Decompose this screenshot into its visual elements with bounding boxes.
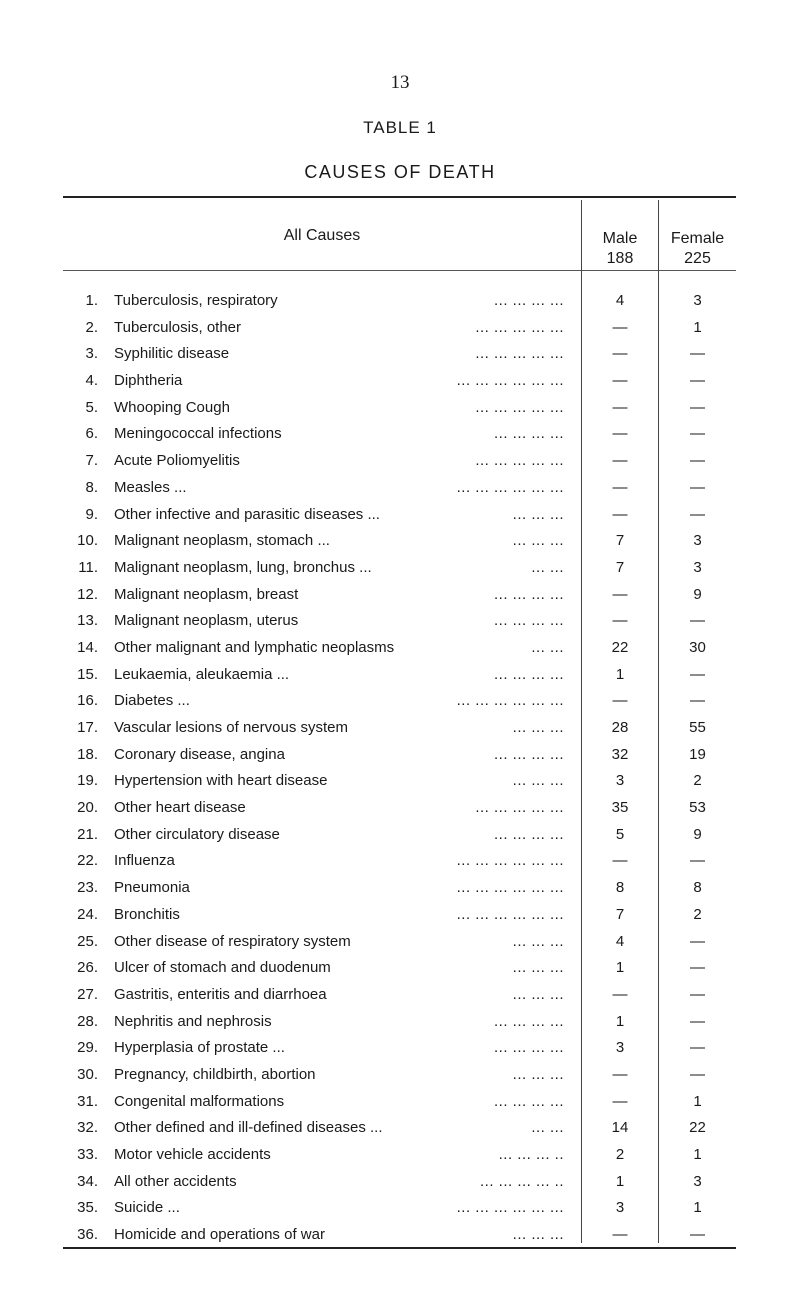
dot-leaders: ... ... (531, 638, 564, 656)
male-count: — (612, 612, 628, 630)
female-count: 2 (693, 772, 702, 790)
row-number: 4. (85, 372, 98, 390)
male-count: — (612, 985, 628, 1003)
cause-label: Nephritis and nephrosis (114, 1012, 272, 1030)
table-row (0, 555, 800, 582)
row-number: 11. (78, 558, 98, 576)
row-number: 12. (77, 585, 98, 603)
table-row (0, 1222, 800, 1249)
row-number: 31. (77, 1092, 98, 1110)
row-number: 5. (85, 398, 98, 416)
table-row (0, 635, 800, 662)
cause-label: Acute Poliomyelitis (114, 452, 240, 470)
dot-leaders: ... ... ... ... ... ... (456, 1199, 564, 1217)
dot-leaders: ... ... ... (512, 719, 564, 736)
row-number: 14. (77, 638, 98, 656)
table-row (0, 982, 800, 1009)
cause-label: Tuberculosis, respiratory (114, 292, 278, 309)
header-female-total: 225 (684, 250, 711, 267)
cause-label: Coronary disease, angina (114, 745, 285, 763)
dot-leaders: ... ... ... ... (493, 825, 564, 843)
male-count: 14 (611, 1119, 629, 1137)
male-count: 35 (611, 799, 629, 817)
dot-leaders: ... ... ... (512, 932, 564, 950)
female-count: — (690, 1226, 705, 1244)
dot-leaders: ... ... ... ... ... (475, 318, 564, 336)
table-row (0, 902, 800, 929)
header-female-label: Female (670, 230, 725, 247)
header-male (582, 229, 658, 269)
table-row (0, 1062, 800, 1089)
row-number: 8. (85, 478, 98, 496)
dot-leaders: ... ... ... (512, 1065, 564, 1083)
female-count: 53 (689, 799, 706, 817)
top-rule (63, 196, 736, 198)
dot-leaders: ... ... ... ... ... ... (456, 879, 564, 897)
row-number: 18. (77, 745, 98, 763)
dot-leaders: ... ... ... ... (493, 1039, 564, 1057)
female-count: — (690, 932, 705, 950)
female-count: 9 (693, 825, 702, 843)
table-row (0, 929, 800, 956)
male-count: 3 (615, 772, 625, 790)
dot-leaders: ... ... ... ... .. (479, 1172, 564, 1190)
row-number: 2. (85, 318, 98, 336)
row-number: 26. (77, 959, 98, 977)
table-row (0, 822, 800, 849)
male-count: — (612, 1226, 628, 1244)
cause-label: Syphilitic disease (114, 345, 230, 363)
male-count: — (612, 318, 628, 336)
male-count: 3 (615, 1039, 625, 1057)
table-row (0, 662, 800, 689)
female-count: — (690, 345, 705, 363)
row-number: 16. (77, 692, 98, 710)
table-row (0, 368, 800, 395)
dot-leaders: ... ... ... ... (493, 1012, 564, 1030)
row-number: 20. (77, 799, 98, 817)
male-count: — (612, 452, 628, 470)
row-number: 3. (85, 345, 98, 363)
cause-label: Congenital malformations (114, 1092, 285, 1110)
cause-label: Pneumonia (114, 879, 190, 897)
dot-leaders: ... ... ... (512, 959, 564, 977)
female-count: 3 (693, 292, 702, 309)
female-count: 1 (693, 1146, 702, 1163)
dot-leaders: ... ... ... ... ... (475, 452, 564, 470)
cause-label: Hypertension with heart disease (114, 772, 328, 790)
cause-label: Diabetes ... (114, 692, 190, 710)
male-count: 4 (615, 932, 625, 950)
cause-label: Other infective and parasitic diseases ... (114, 505, 380, 523)
table-row (0, 795, 800, 822)
row-number: 23. (77, 879, 98, 897)
cause-label: Gastritis, enteritis and diarrhoea (114, 985, 327, 1003)
male-count: — (612, 585, 628, 603)
row-number: 34. (77, 1172, 98, 1190)
table-row (0, 715, 800, 742)
table-subtitle: CAUSES OF DEATH (304, 162, 496, 182)
female-count: 1 (693, 1092, 702, 1110)
female-count: — (690, 452, 705, 470)
female-count: 3 (693, 1172, 702, 1190)
dot-leaders: ... ... ... ... (493, 425, 564, 443)
male-count: 8 (615, 879, 625, 897)
female-count: — (690, 398, 705, 416)
table-row (0, 688, 800, 715)
female-count: — (690, 372, 705, 390)
cause-label: Meningococcal infections (114, 425, 282, 443)
male-count: 1 (615, 959, 625, 977)
cause-label: Malignant neoplasm, uterus (114, 612, 299, 630)
female-count: 30 (689, 638, 706, 656)
dot-leaders: ... ... ... ... ... (475, 799, 564, 817)
table-row (0, 875, 800, 902)
table-row (0, 288, 800, 315)
row-number: 30. (77, 1065, 98, 1083)
table-row (0, 421, 800, 448)
female-count: — (690, 692, 705, 710)
table-row (0, 341, 800, 368)
male-count: — (612, 692, 628, 710)
female-count: — (690, 1039, 705, 1057)
cause-label: Homicide and operations of war (114, 1226, 325, 1244)
table-title: TABLE 1 (363, 118, 437, 137)
female-count: — (690, 478, 705, 496)
table-row (0, 502, 800, 529)
cause-label: Malignant neoplasm, stomach ... (114, 532, 330, 550)
dot-leaders: ... ... ... ... ... ... (456, 478, 564, 496)
header-rule (63, 270, 736, 271)
male-count: 7 (615, 558, 625, 576)
female-count: 3 (693, 532, 702, 550)
male-count: — (612, 478, 628, 496)
male-count: 1 (615, 665, 625, 683)
row-number: 24. (77, 905, 98, 923)
male-count: — (612, 505, 628, 523)
male-count: 1 (615, 1172, 625, 1190)
row-number: 25. (77, 932, 98, 950)
dot-leaders: ... ... (531, 1119, 564, 1137)
row-number: 33. (77, 1146, 98, 1163)
dot-leaders: ... ... ... ... (493, 612, 564, 630)
cause-label: Influenza (114, 852, 175, 870)
cause-label: Other circulatory disease (114, 825, 280, 843)
cause-label: Other heart disease (114, 799, 246, 817)
cause-label: Malignant neoplasm, lung, bronchus ... (114, 558, 372, 576)
female-count: 55 (689, 719, 706, 736)
female-count: 22 (689, 1119, 706, 1137)
dot-leaders: ... ... ... (512, 772, 564, 790)
dot-leaders: ... ... ... ... ... ... (456, 852, 564, 870)
row-number: 19. (77, 772, 98, 790)
cause-label: Ulcer of stomach and duodenum (114, 959, 331, 977)
cause-label: Whooping Cough (114, 398, 230, 416)
dot-leaders: ... ... ... ... (493, 665, 564, 683)
header-female (659, 229, 736, 269)
table-row (0, 608, 800, 635)
row-number: 36. (77, 1226, 98, 1244)
table-row (0, 768, 800, 795)
table-row (0, 582, 800, 609)
cause-label: Hyperplasia of prostate ... (114, 1039, 285, 1057)
dot-leaders: ... ... ... ... (493, 745, 564, 763)
dot-leaders: ... ... ... ... (493, 1092, 564, 1110)
male-count: — (612, 1065, 628, 1083)
table-row (0, 528, 800, 555)
dot-leaders: ... ... ... (512, 1226, 564, 1244)
cause-label: Other defined and ill-defined diseases ... (114, 1119, 383, 1137)
male-count: 32 (611, 745, 629, 763)
row-number: 10. (77, 532, 98, 550)
row-number: 22. (77, 852, 98, 870)
male-count: — (612, 425, 628, 443)
dot-leaders: ... ... ... ... ... ... (456, 372, 564, 390)
row-number: 1. (85, 292, 98, 309)
cause-label: All other accidents (114, 1172, 237, 1190)
cause-label: Suicide ... (114, 1199, 180, 1217)
male-count: 1 (615, 1012, 625, 1030)
dot-leaders: ... ... ... ... (493, 292, 564, 309)
table-row (0, 315, 800, 342)
cause-label: Motor vehicle accidents (114, 1146, 271, 1163)
row-number: 15. (77, 665, 98, 683)
row-number: 21. (77, 825, 98, 843)
female-count: 3 (693, 558, 702, 576)
cause-label: Vascular lesions of nervous system (114, 719, 348, 736)
page-number: 13 (390, 72, 410, 93)
row-number: 29. (77, 1039, 98, 1057)
row-number: 6. (85, 425, 98, 443)
female-count: — (690, 1012, 705, 1030)
table-row (0, 1169, 800, 1196)
header-all-causes: All Causes (283, 227, 361, 244)
male-count: — (612, 398, 628, 416)
female-count: 1 (693, 1199, 702, 1217)
table-row (0, 955, 800, 982)
female-count: — (690, 985, 705, 1003)
female-count: 8 (693, 879, 702, 897)
female-count: 1 (693, 318, 702, 336)
male-count: 5 (615, 825, 625, 843)
header-male-total: 188 (606, 250, 634, 267)
dot-leaders: ... ... ... (512, 505, 564, 523)
dot-leaders: ... ... ... ... ... (475, 398, 564, 416)
female-count: — (690, 612, 705, 630)
female-count: — (690, 959, 705, 977)
row-number: 13. (77, 612, 98, 630)
female-count: — (690, 1065, 705, 1083)
female-count: — (690, 425, 705, 443)
cause-label: Other disease of respiratory system (114, 932, 351, 950)
table-row (0, 475, 800, 502)
table-row (0, 1089, 800, 1116)
male-count: 7 (615, 532, 625, 550)
male-count: — (612, 372, 628, 390)
female-count: — (690, 665, 705, 683)
male-count: — (612, 345, 628, 363)
female-count: — (690, 505, 705, 523)
female-count: 9 (693, 585, 702, 603)
table-row (0, 1142, 800, 1169)
male-count: 7 (615, 905, 625, 923)
row-number: 28. (77, 1012, 98, 1030)
female-count: — (690, 852, 705, 870)
male-count: 4 (615, 292, 625, 309)
table-row (0, 395, 800, 422)
dot-leaders: ... ... ... (512, 532, 564, 550)
dot-leaders: ... ... (531, 558, 564, 576)
dot-leaders: ... ... ... ... ... ... (456, 692, 564, 710)
table-row (0, 448, 800, 475)
male-count: 3 (615, 1199, 625, 1217)
row-number: 32. (77, 1119, 98, 1137)
male-count: — (612, 852, 628, 870)
cause-label: Measles ... (114, 478, 187, 496)
row-number: 27. (77, 985, 98, 1003)
cause-label: Other malignant and lymphatic neoplasms (114, 638, 395, 656)
cause-label: Bronchitis (114, 905, 180, 923)
cause-label: Malignant neoplasm, breast (114, 585, 299, 603)
dot-leaders: ... ... ... ... ... (475, 345, 564, 363)
male-count: 28 (611, 719, 629, 736)
female-count: 2 (693, 905, 702, 923)
row-number: 35. (77, 1199, 98, 1217)
cause-label: Pregnancy, childbirth, abortion (114, 1065, 316, 1083)
row-number: 17. (77, 719, 98, 736)
dot-leaders: ... ... ... ... ... ... (456, 905, 564, 923)
table-row (0, 1035, 800, 1062)
male-count: 22 (611, 638, 629, 656)
dot-leaders: ... ... ... ... (493, 585, 564, 603)
row-number: 9. (85, 505, 98, 523)
dot-leaders: ... ... ... .. (498, 1146, 564, 1163)
causes-table-body (0, 288, 800, 1249)
header-male-label: Male (602, 230, 638, 247)
table-row (0, 1115, 800, 1142)
table-row (0, 742, 800, 769)
cause-label: Diphtheria (114, 372, 183, 390)
male-count: 2 (615, 1146, 625, 1163)
table-row (0, 848, 800, 875)
female-count: 19 (689, 745, 706, 763)
table-row (0, 1195, 800, 1222)
dot-leaders: ... ... ... (512, 985, 564, 1003)
row-number: 7. (85, 452, 98, 470)
male-count: — (612, 1092, 628, 1110)
cause-label: Tuberculosis, other (114, 318, 242, 336)
cause-label: Leukaemia, aleukaemia ... (114, 665, 290, 683)
table-row (0, 1009, 800, 1036)
